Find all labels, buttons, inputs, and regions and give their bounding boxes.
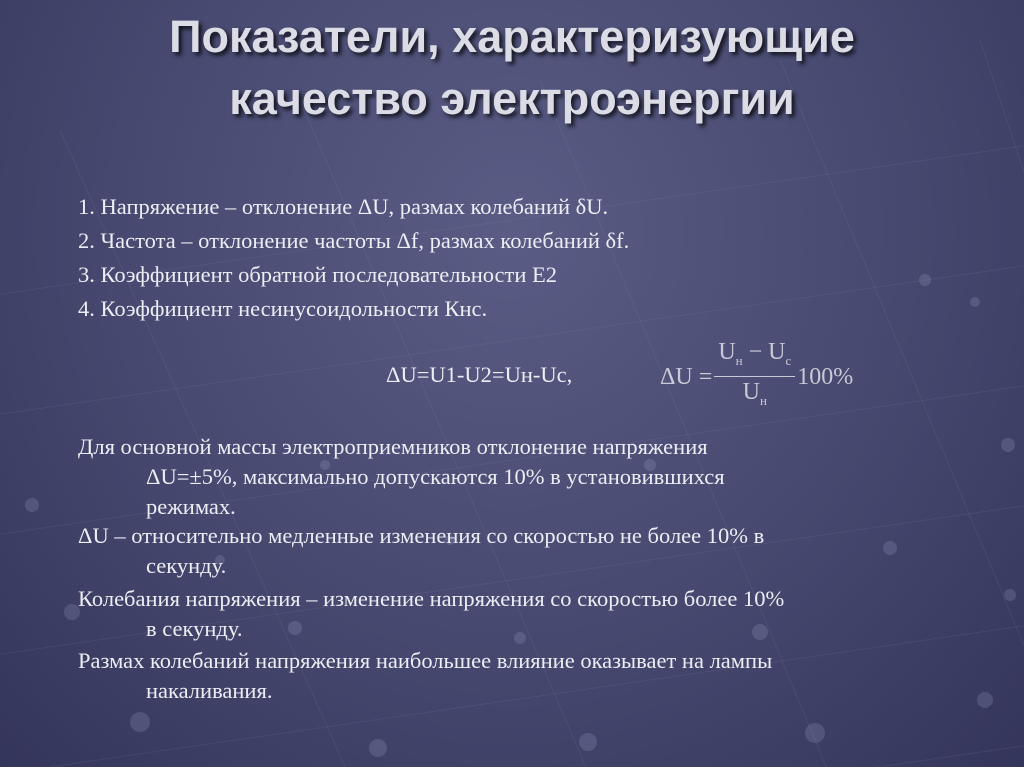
paragraph-lamps: Размах колебаний напряжения наибольшее влияние оказывает на лампы накаливания.: [78, 648, 773, 703]
formula-percent: 100%: [797, 363, 854, 390]
formula-lhs: ΔU =: [660, 363, 713, 390]
voltage-formula-inline: ΔU=U1-U2=Uн-Uc,: [386, 362, 573, 387]
list-item: 1. Напряжение – отклонение ΔU, размах колебаний δU.: [78, 194, 609, 219]
formula-denominator: $U_н$: [742, 379, 767, 408]
voltage-deviation-formula: [660, 340, 853, 414]
list-item: 2. Частота – отклонение частоты Δf, размах колебаний δf.: [78, 228, 630, 253]
formula-numerator: $U_н - U_с$: [714, 338, 795, 377]
list-item: 4. Коэффициент несинусоидольности Кнс.: [78, 296, 488, 321]
paragraph-fluctuations: Колебания напряжения – изменение напряжения со скоростью более 10% в секунду.: [78, 586, 785, 641]
indicator-list: [78, 190, 978, 326]
title-line-2: качество электроэнергии: [229, 73, 795, 124]
paragraph-deviation-norm: Для основной массы электроприемников отклонение напряжения ΔU=±5%, максимально допускаются 10% в установившихся режимах.: [78, 434, 725, 519]
title-line-1: Показатели, характеризующие: [169, 11, 855, 62]
formula-fraction: [714, 338, 795, 416]
paragraph-slow-change: ΔU – относительно медленные изменения со скоростью не более 10% в секунду.: [78, 523, 765, 578]
slide-title: [0, 6, 1024, 130]
list-item: 3. Коэффициент обратной последовательности Е2: [78, 262, 558, 287]
